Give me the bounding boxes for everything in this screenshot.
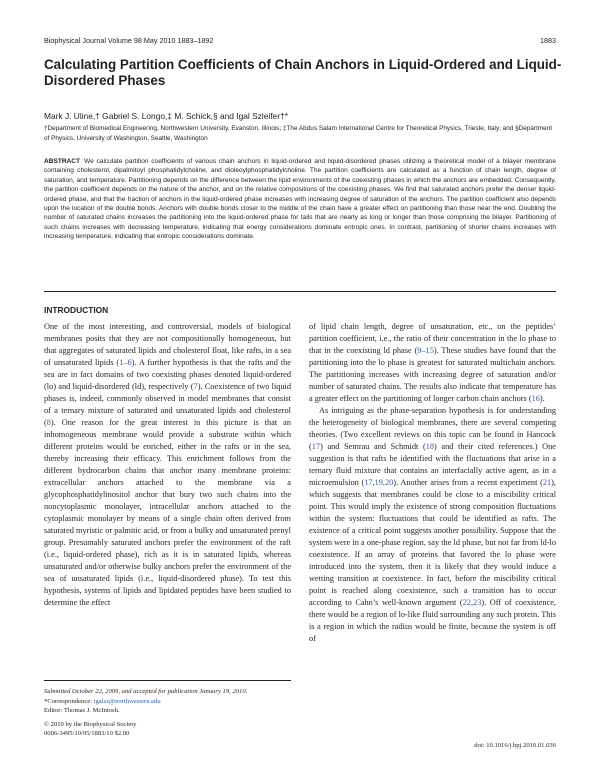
citation-link[interactable]: 21	[542, 478, 552, 487]
copyright-notice: © 2010 by the Biophysical Society	[44, 720, 137, 728]
footnotes	[44, 687, 291, 739]
abstract-text: We calculate partition coefficients of various chain anchors in liquid-ordered and liquid-disordered phases utilizing a theoretical model of a bilayer membrane containing cholesterol, dipalmitoyl phosphatidylcholine, and dioleoylphosphatidylcholine. The partition coefficients are calculated as a function of chain length, degree of saturation, and temperature. Partitioning depends on the difference between the lipid environments of the coexisting phases in which the anchors are embedded. Consequently, the partition coefficient depends on the nature of the anchor, and on the relative compositions of the coexisting phases. We find that saturated anchors prefer the denser liquid-ordered phase, and that the fraction of anchors in the liquid-ordered phase increases with increasing degree of saturation of the anchors. The partition coefficient also depends upon the location of the double bonds. Anchors with double bonds closer to the middle of the chain have a greater effect on partitioning than those near the end. Doubling the number of saturated chains increases the partitioning into the liquid-ordered phase for tails that are nearly as long or longer than those comprising the bilayer. Partitioning of such chains increases with decreasing temperature, indicating that energy considerations dominate entropic ones. In contrast, partitioning of shorter chains increases with increasing temperature, indicating that entropic considerations dominate.	[44, 158, 556, 241]
citation-link[interactable]: 7	[193, 382, 198, 391]
body-paragraph	[44, 321, 291, 609]
citation-link[interactable]: 1–6	[119, 358, 132, 367]
submission-dates: Submitted October 22, 2009, and accepted for publication January 19, 2010.	[44, 688, 248, 695]
citation-link[interactable]: 16	[531, 394, 540, 403]
abstract	[44, 157, 556, 242]
paragraph-text: As intriguing as the phase-separation hypothesis is for understanding the heterogeneity of biological membranes, there are several competing theories. (Two excellent reviews on this topic can be found in Hancock (	[309, 406, 556, 451]
paragraph-text: of lipid chain length, degree of unsaturation, etc., on the peptides’ partition coefficient, i.e., the ratio of their concentration in the lo phase to that in the coexisting ld phase (	[309, 322, 556, 355]
section-divider	[44, 291, 556, 292]
correspondence-label: *Correspondence:	[44, 697, 94, 705]
page-number: 1883	[540, 36, 556, 45]
correspondence-note	[44, 697, 291, 707]
citation-link[interactable]: 17,19,20	[364, 478, 394, 487]
issn-price: 0006-3495/10/05/1883/10 $2.00	[44, 730, 130, 738]
paragraph-text: ) and Semrau and Schmidt (	[320, 442, 426, 451]
paragraph-text: ). These studies have found that the partitioning into the lo phase is greatest for saturated multichain anchors. The partitioning increases with increasing degree of saturation and/or number of saturated chains. The results also indicate that temperature has a greater effect on the partitioning of longer carbon chain anchors (	[309, 346, 556, 403]
citation-link[interactable]: 22,23	[462, 598, 482, 607]
body-column-left	[44, 321, 291, 609]
abstract-label: ABSTRACT	[44, 158, 81, 165]
paragraph-text: ) and their cited references.) One suggestion is that rafts be identified with the fluctuations that arise in a ternary fluid mixture that contains an interfacially active agent, as in a microemulsion (	[309, 442, 556, 487]
editor-note: Editor: Thomas J. McIntosh.	[44, 707, 120, 715]
paragraph-text: ). Off of coexistence, there would be a region of lo-like fluid surrounding any such protein. This is a region in which the radius would be finite, because the system is off of	[309, 598, 556, 643]
citation-link[interactable]: 17	[311, 442, 321, 451]
paragraph-text: ). Coexistence of two liquid phases is, indeed, commonly observed in model membranes that consist of a ternary mixture of saturated and unsaturated lipids and cholesterol (	[44, 382, 292, 427]
author-list: Mark J. Uline,† Gabriel S. Longo,‡ M. Schick,§ and Igal Szleifer†*	[44, 111, 288, 121]
article-title: Calculating Partition Coefficients of Chain Anchors in Liquid-Ordered and Liquid-Disordered Phases	[44, 57, 562, 88]
body-paragraph	[309, 321, 556, 405]
affiliations: †Department of Biomedical Engineering, Northwestern University, Evanston, Illinois; ‡The Abdus Salam International Centre for Theoretical Physics, Trieste, Italy; and §Department of Physics, University of Washington, Seattle, Washington	[44, 125, 553, 142]
paragraph-text: ). One reason for the great interest in this picture is that an inhomogeneous membrane would provide a substrate within which different proteins would be enriched, either in the rafts or in the sea, thereby increasing their efficacy. This enrichment follows from the different hydrocarbon chains that anchor many membrane proteins: extracellular anchors attached to the membrane via a glycophosphatidylinositol anchor that bury two such chains into the noncytoplasmic monolayer, intracellular anchors attached to the cytoplasmic monolayer by means of a single chain often derived from saturated myristic or palmitic acid, or from a bulky and unsaturated prenyl group. Presumably saturated anchors prefer the environment of the raft (i.e., liquid-ordered phase), rich as it is in saturated lipids, whereas unsaturated and/or otherwise bulky anchors prefer the environment of the sea of unsaturated lipids (i.e., liquid-disordered phase). To test this hypothesis, systems of lipids and lipidated peptides have been studied to determine the effect	[44, 418, 291, 607]
citation-link[interactable]: 18	[425, 442, 435, 451]
paragraph-text: ), which suggests that membranes could be close to a miscibility critical point. This would imply the existence of strong composition fluctuations within the system: fluctuations that could be identified as rafts. The existence of a critical point suggests another possibility. Suppose that the system were in a one-phase region, say the ld phase, but not far from ld-lo coexistence. If an array of proteins that favored the lo phase were introduced into the system, then it is likely that they would induce a wetting transition at coexistence. In fact, before the miscibility critical point is reached along coexistence, such a transition has to occur according to Cahn’s well-known argument (	[309, 478, 556, 607]
citation-link[interactable]: 9–15	[417, 346, 434, 355]
doi: doi: 10.1016/j.bpj.2010.01.036	[474, 742, 556, 749]
paragraph-text: ). Another arises from a recent experiment (	[393, 478, 543, 487]
paragraph-text: ).	[539, 394, 545, 403]
running-header	[44, 36, 556, 48]
body-paragraph	[309, 405, 556, 645]
paragraph-text: One of the most interesting, and controversial, models of biological membranes posits that they are not compositionally homogeneous, but that aggregates of saturated lipids and cholesterol float, like rafts, in a sea of unsaturated lipids (	[44, 322, 291, 367]
correspondence-email-link[interactable]: igalsz@northwestern.edu	[93, 697, 161, 705]
section-heading-introduction: INTRODUCTION	[44, 305, 109, 315]
journal-citation: Biophysical Journal Volume 98 May 2010 1883–1892	[44, 36, 214, 45]
footnote-divider	[44, 680, 291, 681]
paragraph-text: ). A further hypothesis is that the rafts and the sea are in fact domains of two coexisting phases denoted liquid-ordered (lo) and liquid-disordered (ld), respectively (	[44, 358, 291, 391]
citation-link[interactable]: 8	[46, 418, 51, 427]
body-column-right	[309, 321, 556, 645]
